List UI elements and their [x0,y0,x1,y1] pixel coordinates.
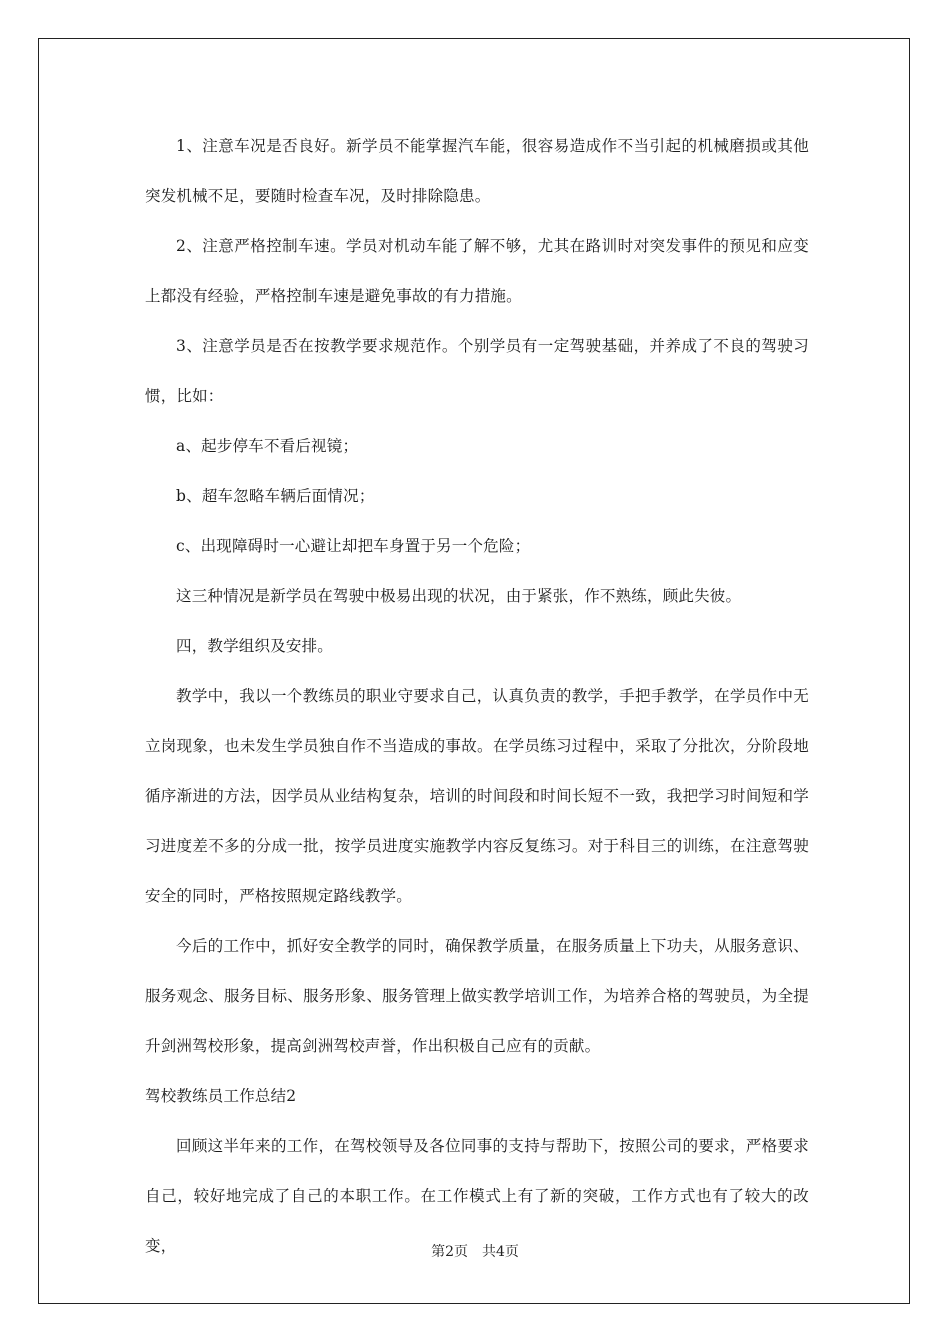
list-item-b: b、超车忽略车辆后面情况； [176,487,375,505]
page-total: 共4页 [482,1244,519,1260]
paragraph-summary: 这三种情况是新学员在驾驶中极易出现的状况，由于紧张，作不熟练，顾此失彼。 [176,587,742,605]
section-heading-four: 四，教学组织及安排。 [176,637,334,655]
paragraph-teaching: 教学中，我以一个教练员的职业守要求自己，认真负责的教学，手把手教学，在学员作中无立岗现象，也未发生学员独自作不当造成的事故。在学员练习过程中，采取了分批次，分阶段地循序渐进的方法，因学员从业结构复杂，培训的时间段和时间长短不一致，我把学习时间短和学习进度差不多的分成一批，按学员进度实施教学内容反复练习。对于科目三的训练，在注意驾驶安全的同时，严格按照规定路线教学。 [145,687,809,905]
page-footer [0,1242,950,1262]
document-body [145,121,809,1271]
page-number: 第2页 [431,1244,468,1260]
paragraph-future: 今后的工作中，抓好安全教学的同时，确保教学质量，在服务质量上下功夫，从服务意识、服务观念、服务目标、服务形象、服务管理上做实教学培训工作，为培养合格的驾驶员，为全提升剑洲驾校形象，提高剑洲驾校声誉，作出积极自己应有的贡献。 [145,937,809,1055]
paragraph-review: 回顾这半年来的工作，在驾校领导及各位同事的支持与帮助下，按照公司的要求，严格要求自己，较好地完成了自己的本职工作。在工作模式上有了新的突破，工作方式也有了较大的改变， [145,1137,809,1255]
paragraph-1: 1、注意车况是否良好。新学员不能掌握汽车能，很容易造成作不当引起的机械磨损或其他突发机械不足，要随时检查车况，及时排除隐患。 [145,137,809,205]
paragraph-3: 3、注意学员是否在按教学要求规范作。个别学员有一定驾驶基础，并养成了不良的驾驶习惯，比如： [145,337,809,405]
list-item-c: c、出现障碍时一心避让却把车身置于另一个危险； [176,537,531,555]
list-item-a: a、起步停车不看后视镜； [176,437,359,455]
paragraph-2: 2、注意严格控制车速。学员对机动车能了解不够，尤其在路训时对突发事件的预见和应变上都没有经验，严格控制车速是避免事故的有力措施。 [145,237,809,305]
section-title: 驾校教练员工作总结2 [145,1087,297,1105]
